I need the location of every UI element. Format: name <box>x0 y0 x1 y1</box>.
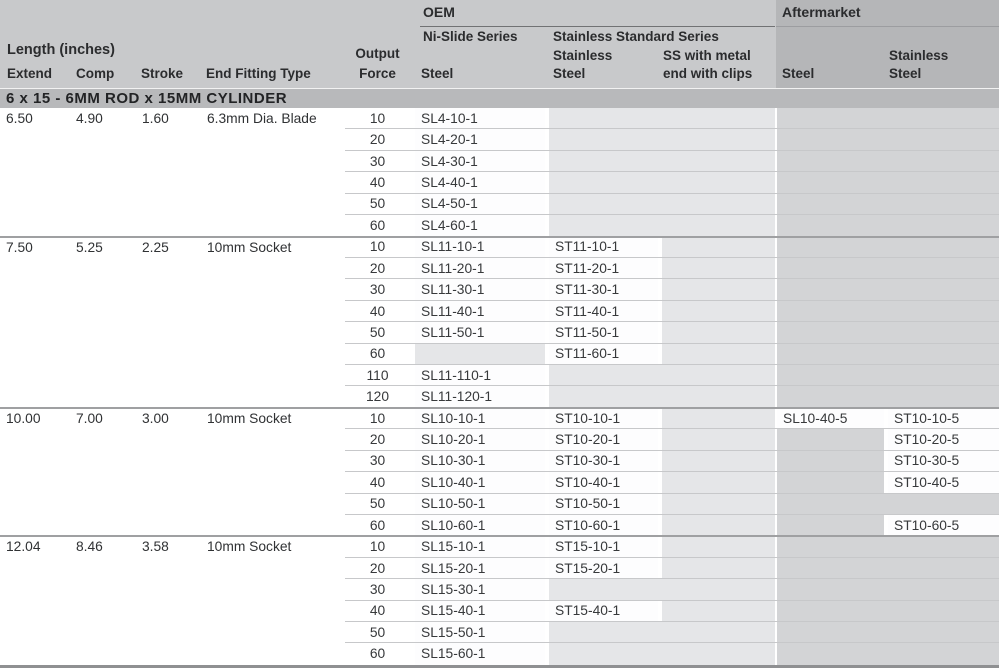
oem-stainless-cell: ST15-10-1 <box>549 536 658 557</box>
output-force-value: 30 <box>369 582 386 597</box>
oem-stainless-cell: ST10-40-1 <box>549 472 658 493</box>
oem-stainless-cell: ST15-20-1 <box>549 558 658 579</box>
section-title: 6 x 15 - 6MM ROD x 15MM CYLINDER <box>6 90 288 107</box>
oem-steel-cell: SL15-50-1 <box>415 622 545 643</box>
am-cells <box>777 558 999 579</box>
am-stainless-cell: ST10-10-5 <box>888 408 999 429</box>
am-stainless-cell: ST10-60-5 <box>888 515 999 536</box>
group-end-fitting-value: 6.3mm Dia. Blade <box>207 111 317 126</box>
force-row <box>0 429 999 450</box>
group-comp-value: 5.25 <box>76 239 103 255</box>
oem-stainless-cell: ST11-60-1 <box>549 344 658 365</box>
table-header <box>0 0 999 88</box>
row-divider <box>345 171 999 172</box>
oem-stainless-cell <box>549 215 775 236</box>
force-row <box>0 151 999 172</box>
output-force-value: 30 <box>369 153 386 169</box>
ss-clips-cell <box>662 451 775 472</box>
am-steel-cell <box>777 515 884 536</box>
oem-steel-cell: SL4-60-1 <box>415 215 545 236</box>
force-row <box>0 601 999 622</box>
oem-steel-cell: SL4-20-1 <box>415 129 545 150</box>
col-extend-label: Extend <box>7 66 53 81</box>
row-divider <box>345 514 999 515</box>
ss-clips-cell <box>662 472 775 493</box>
row-divider <box>345 300 999 301</box>
col-am-stainless-label-line2: Steel <box>889 66 922 81</box>
oem-steel-cell: SL11-50-1 <box>415 322 545 343</box>
oem-stainless-cell: ST11-50-1 <box>549 322 658 343</box>
am-cells <box>777 536 999 557</box>
aftermarket-underline <box>776 26 999 27</box>
oem-steel-cell: SL15-30-1 <box>415 579 545 600</box>
force-row <box>0 536 999 557</box>
oem-steel-cell: SL15-60-1 <box>415 643 545 664</box>
product-group <box>0 408 999 537</box>
force-row <box>0 215 999 236</box>
ss-clips-cell <box>662 536 775 557</box>
group-stroke-value: 3.58 <box>142 539 169 555</box>
oem-steel-cell: SL4-30-1 <box>415 151 545 172</box>
oem-stainless-cell <box>549 365 775 386</box>
am-cells <box>777 237 999 258</box>
row-divider <box>345 150 999 151</box>
oem-stainless-cell: ST10-60-1 <box>549 515 658 536</box>
ss-clips-cell <box>662 429 775 450</box>
force-row <box>0 344 999 365</box>
force-row <box>0 622 999 643</box>
force-row <box>0 386 999 407</box>
row-divider <box>345 471 999 472</box>
col-end-fitting-label: End Fitting Type <box>206 66 311 81</box>
oem-steel-cell: SL11-40-1 <box>415 301 545 322</box>
output-force-value: 60 <box>369 517 386 533</box>
force-row <box>0 279 999 300</box>
col-output-label-line1: Output <box>355 46 400 61</box>
group-extend-value: 12.04 <box>6 539 41 555</box>
ni-slide-series-label: Ni-Slide Series <box>423 29 518 44</box>
col-output-label-line2: Force <box>359 66 396 81</box>
force-row <box>0 301 999 322</box>
group-end-fitting-value: 10mm Socket <box>207 539 292 555</box>
am-cells <box>777 344 999 365</box>
output-force-value: 110 <box>366 367 389 383</box>
oem-stainless-cell: ST11-40-1 <box>549 301 658 322</box>
col-oem-stainless-label-line1: Stainless <box>553 48 613 63</box>
am-steel-cell: SL10-40-5 <box>777 408 884 429</box>
col-oem-stainless-label-line2: Steel <box>553 66 586 81</box>
oem-steel-cell: SL10-60-1 <box>415 515 545 536</box>
product-group <box>0 237 999 408</box>
ss-clips-cell <box>662 237 775 258</box>
am-cells <box>777 322 999 343</box>
oem-steel-cell: SL10-20-1 <box>415 429 545 450</box>
oem-steel-cell: SL4-50-1 <box>415 194 545 215</box>
am-stainless-cell: ST10-40-5 <box>888 472 999 493</box>
row-divider <box>345 493 999 494</box>
am-steel-cell <box>777 472 884 493</box>
oem-steel-cell: SL10-30-1 <box>415 451 545 472</box>
length-group-label: Length (inches) <box>7 42 115 58</box>
oem-stainless-cell <box>549 129 775 150</box>
output-force-value: 50 <box>369 196 386 212</box>
am-cells <box>777 151 999 172</box>
oem-steel-cell: SL11-30-1 <box>415 279 545 300</box>
oem-stainless-cell: ST10-20-1 <box>549 429 658 450</box>
output-force-value: 60 <box>369 217 386 233</box>
oem-steel-cell: SL11-10-1 <box>415 237 545 258</box>
row-divider <box>345 193 999 194</box>
col-comp-label: Comp <box>76 66 115 81</box>
row-divider <box>345 321 999 322</box>
group-stroke-value: 3.00 <box>142 410 169 426</box>
am-stainless-cell: ST10-30-5 <box>888 451 999 472</box>
output-force-value: 20 <box>369 260 386 276</box>
am-cells <box>777 215 999 236</box>
oem-stainless-cell: ST11-20-1 <box>549 258 658 279</box>
oem-stainless-cell: ST10-50-1 <box>549 494 658 515</box>
oem-steel-cell: SL11-120-1 <box>415 386 545 407</box>
product-group <box>0 108 999 237</box>
group-extend-value: 10.00 <box>6 410 41 426</box>
oem-stainless-cell: ST11-30-1 <box>549 279 658 300</box>
group-end-fitting-value: 10mm Socket <box>207 410 292 426</box>
am-cells <box>777 194 999 215</box>
output-force-value: 40 <box>369 303 386 319</box>
group-extend-value: 7.50 <box>6 239 33 255</box>
output-force-value: 10 <box>369 410 386 426</box>
oem-stainless-cell: ST15-40-1 <box>549 601 658 622</box>
row-divider <box>345 621 999 622</box>
output-force-value: 120 <box>365 389 390 405</box>
output-force-value: 10 <box>369 539 386 555</box>
oem-stainless-cell: ST10-10-1 <box>549 408 658 429</box>
oem-underline <box>420 26 775 27</box>
col-am-stainless-label-line1: Stainless <box>889 48 949 63</box>
row-divider <box>345 385 999 386</box>
ss-clips-cell <box>662 408 775 429</box>
force-row <box>0 322 999 343</box>
output-force-value: 50 <box>369 496 386 512</box>
oem-steel-cell: SL11-110-1 <box>415 365 545 386</box>
group-comp-value: 4.90 <box>76 111 103 126</box>
force-row <box>0 515 999 536</box>
oem-steel-cell: SL15-10-1 <box>415 536 545 557</box>
am-steel-cell <box>777 429 884 450</box>
output-force-value: 40 <box>369 603 386 619</box>
force-row <box>0 365 999 386</box>
row-divider <box>345 557 999 558</box>
oem-steel-cell: SL11-20-1 <box>415 258 545 279</box>
force-row <box>0 451 999 472</box>
output-force-value: 50 <box>369 624 386 640</box>
am-cells <box>777 622 999 643</box>
oem-stainless-cell <box>549 108 775 129</box>
ss-clips-cell <box>662 558 775 579</box>
am-cells <box>777 601 999 622</box>
output-force-value: 20 <box>369 132 386 148</box>
oem-stainless-cell <box>549 386 775 407</box>
oem-stainless-cell <box>549 643 775 664</box>
force-row <box>0 558 999 579</box>
am-cells <box>777 108 999 129</box>
row-divider <box>345 450 999 451</box>
output-force-value: 60 <box>369 346 386 362</box>
am-cells <box>777 258 999 279</box>
oem-steel-cell: SL15-20-1 <box>415 558 545 579</box>
oem-stainless-cell: ST11-10-1 <box>549 237 658 258</box>
am-cells <box>777 279 999 300</box>
product-group <box>0 536 999 665</box>
ss-clips-cell <box>662 258 775 279</box>
col-ss-clips-label-line1: SS with metal <box>663 48 751 63</box>
col-oem-steel-label: Steel <box>421 66 454 81</box>
force-row <box>0 108 999 129</box>
row-divider <box>345 600 999 601</box>
row-divider <box>345 257 999 258</box>
am-cells <box>777 386 999 407</box>
ss-clips-cell <box>662 494 775 515</box>
row-divider <box>345 128 999 129</box>
oem-stainless-cell <box>549 579 775 600</box>
row-divider <box>345 214 999 215</box>
aftermarket-group-label: Aftermarket <box>782 4 861 20</box>
output-force-value: 10 <box>369 239 386 255</box>
am-cells <box>777 365 999 386</box>
oem-stainless-cell: ST10-30-1 <box>549 451 658 472</box>
output-force-value: 20 <box>369 560 386 576</box>
col-ss-clips-label-line2: end with clips <box>663 66 753 81</box>
oem-steel-cell <box>415 344 545 365</box>
stainless-standard-series-label: Stainless Standard Series <box>553 29 719 44</box>
force-row <box>0 472 999 493</box>
force-row <box>0 643 999 664</box>
am-cells <box>777 129 999 150</box>
col-stroke-label: Stroke <box>141 66 184 81</box>
force-row <box>0 494 999 515</box>
oem-steel-cell: SL4-10-1 <box>415 108 545 129</box>
ss-clips-cell <box>662 322 775 343</box>
am-cells <box>777 301 999 322</box>
output-force-value: 30 <box>369 453 386 469</box>
section-header-bar <box>0 88 999 108</box>
output-force-value: 40 <box>369 175 386 191</box>
oem-steel-cell: SL4-40-1 <box>415 172 545 193</box>
am-stainless-cell: ST10-20-5 <box>888 429 999 450</box>
output-force-value: 10 <box>369 110 386 126</box>
row-divider <box>345 428 999 429</box>
force-row <box>0 237 999 258</box>
output-force-value: 50 <box>369 324 386 340</box>
output-force-value: 20 <box>369 432 386 448</box>
am-cells <box>777 494 999 515</box>
table-bottom-border <box>0 665 999 668</box>
oem-group-label: OEM <box>423 4 455 20</box>
group-comp-value: 7.00 <box>76 410 103 426</box>
oem-steel-cell: SL15-40-1 <box>415 601 545 622</box>
group-comp-value: 8.46 <box>76 539 103 555</box>
oem-stainless-cell <box>549 194 775 215</box>
oem-stainless-cell <box>549 172 775 193</box>
group-extend-value: 6.50 <box>6 111 33 126</box>
force-row <box>0 408 999 429</box>
ss-clips-cell <box>662 601 775 622</box>
row-divider <box>345 364 999 365</box>
am-cells <box>777 172 999 193</box>
ss-clips-cell <box>662 515 775 536</box>
oem-steel-cell: SL10-40-1 <box>415 472 545 493</box>
group-stroke-value: 2.25 <box>142 239 169 255</box>
ss-clips-cell <box>662 279 775 300</box>
group-end-fitting-value: 10mm Socket <box>207 239 292 255</box>
force-row <box>0 129 999 150</box>
row-divider <box>345 278 999 279</box>
am-cells <box>777 643 999 664</box>
output-force-value: 40 <box>369 474 386 490</box>
force-row <box>0 194 999 215</box>
oem-stainless-cell <box>549 622 775 643</box>
force-row <box>0 579 999 600</box>
output-force-value: 60 <box>369 646 386 662</box>
force-row <box>0 258 999 279</box>
oem-stainless-cell <box>549 151 775 172</box>
col-am-steel-label: Steel <box>782 66 815 81</box>
force-row <box>0 172 999 193</box>
am-cells <box>777 579 999 600</box>
ss-clips-cell <box>662 344 775 365</box>
group-stroke-value: 1.60 <box>142 111 169 126</box>
table-body <box>0 108 999 665</box>
row-divider <box>345 642 999 643</box>
ss-clips-cell <box>662 301 775 322</box>
output-force-value: 30 <box>369 282 386 298</box>
row-divider <box>345 578 999 579</box>
am-steel-cell <box>777 451 884 472</box>
row-divider <box>345 343 999 344</box>
oem-steel-cell: SL10-50-1 <box>415 494 545 515</box>
oem-steel-cell: SL10-10-1 <box>415 408 545 429</box>
